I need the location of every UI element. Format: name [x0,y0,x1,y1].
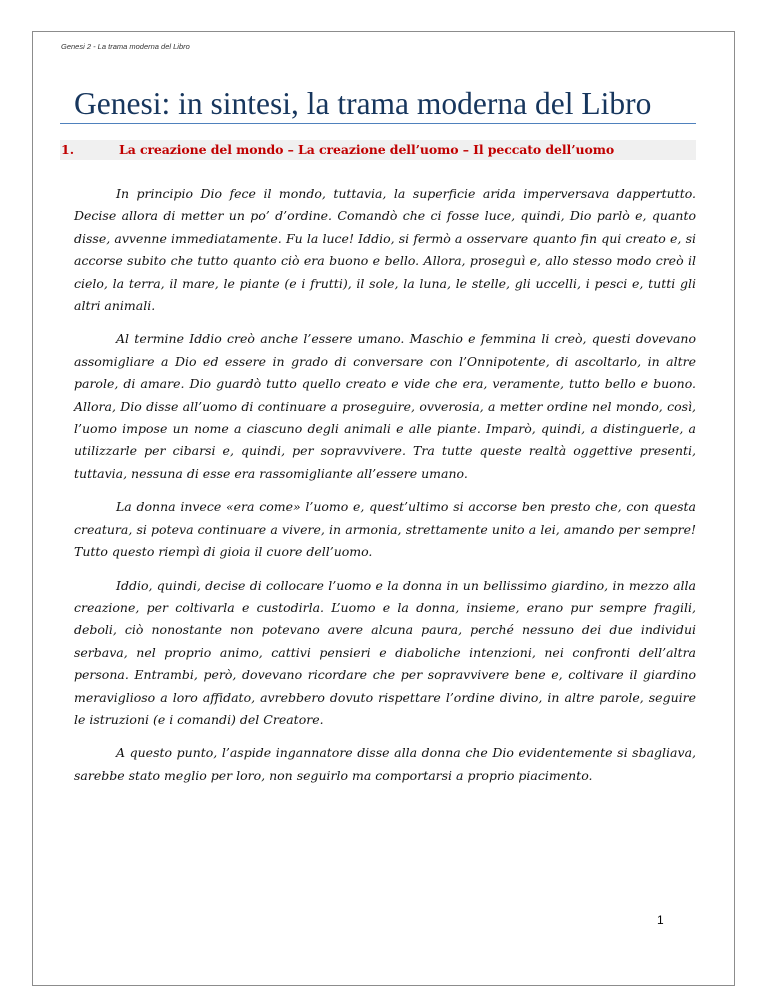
page-number: 1 [657,913,664,927]
running-head: Genesi 2 - La trama moderna del Libro [61,42,190,51]
document-title: Genesi: in sintesi, la trama moderna del Libro [74,86,652,121]
paragraph: La donna invece «era come» l’uomo e, quest’ultimo si accorse ben presto che, con questa creatura, si poteva continuare a vivere, in armonia, strettamente unito a lei, amando per sempre! Tutto questo riempì di gioia il cuore dell’uomo. [74,499,696,560]
paragraph: Iddio, quindi, decise di collocare l’uomo e la donna in un bellissimo giardino, in mezzo alla creazione, per coltivarla e custodirla. L’uomo e la donna, insieme, erano pur sempre fragili, deboli, ciò nonostante non potevano avere alcuna paura, perché nessuno dei due individui serbava, nel proprio animo, cattivi pensieri e diaboliche intenzioni, nei confronti dell’altra persona. Entrambi, però, dovevano ricordare che per sopravvivere bene e, coltivare il giardino meraviglioso a loro affidato, avrebbero dovuto rispettare l’ordine divino, in altre parole, seguire le istruzioni (e i comandi) del Creatore. [74,577,696,727]
title-underline [60,123,696,124]
section-heading [60,140,696,160]
body-text [74,183,696,798]
section-title: La creazione del mondo – La creazione dell’uomo – Il peccato dell’uomo [119,142,615,157]
paragraph: In principio Dio fece il mondo, tuttavia, la superficie arida imperversava dappertutto. Decise allora di metter un po’ d’ordine. Comandò che ci fosse luce, quindi, Dio parlò e, quanto disse, avvenne immediatamente. Fu la luce! Iddio, si fermò a osservare quanto fin qui creato e, si accorse subito che tutto quanto ciò era buono e bello. Allora, proseguì e, allo stesso modo creò il cielo, la terra, il mare, le piante (e i frutti), il sole, la luna, le stelle, gli uccelli, i pesci e, tutti gli altri animali. [74,186,696,314]
section-number: 1. [61,142,75,157]
paragraph: Al termine Iddio creò anche l’essere umano. Maschio e femmina li creò, questi dovevano assomigliare a Dio ed essere in grado di conversare con l’Onnipotente, di ascoltarlo, in altre parole, di amare. Dio guardò tutto quello creato e vide che era, veramente, tutto bello e buono. Allora, Dio disse all’uomo di continuare a proseguire, ovverosia, a metter ordine nel mondo, così, l’uomo impose un nome a ciascuno degli animali e alle piante. Imparò, quindi, a distinguerle, a utilizzarle per cibarsi e, quindi, per sopravvivere. Tra tutte queste realtà oggettive presenti, tuttavia, nessuna di esse era rassomigliante all’essere umano. [74,331,696,481]
paragraph: A questo punto, l’aspide ingannatore disse alla donna che Dio evidentemente si sbagliava, sarebbe stato meglio per loro, non seguirlo ma comportarsi a proprio piacimento. [74,745,696,783]
